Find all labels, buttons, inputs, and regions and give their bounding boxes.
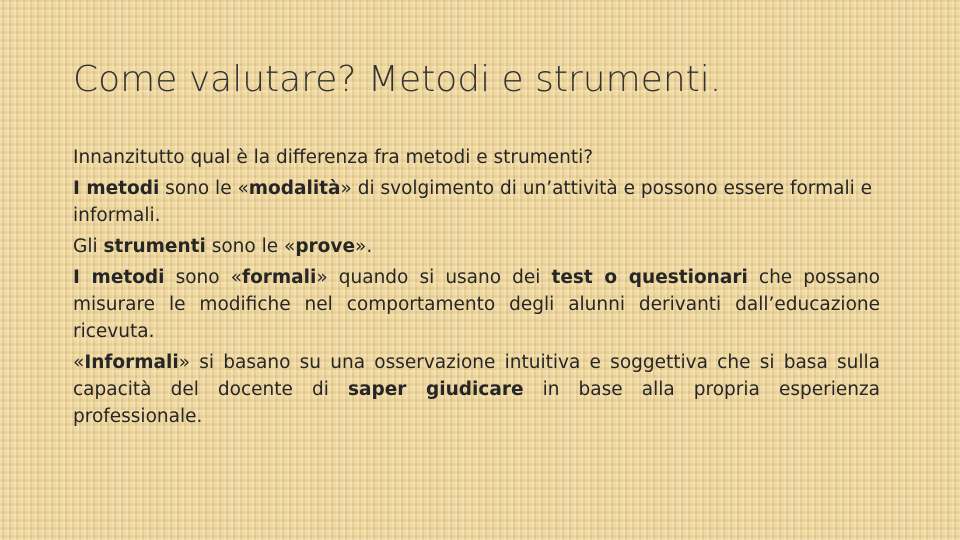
paragraph-strumenti-definition [73, 233, 880, 260]
emphasis-text: saper giudicare [347, 379, 524, 400]
body-text: che possano misurare le modifiche nel comportamento degli alunni derivanti dall’educazione ricevuta. [73, 267, 880, 342]
body-text: sono le « [159, 178, 249, 199]
emphasis-text: test o questionari [551, 267, 748, 288]
body-text: « [73, 352, 85, 373]
paragraph-metodi-definition [73, 175, 880, 229]
body-text: » quando si usano dei [316, 267, 552, 288]
emphasis-text: prove [295, 236, 355, 257]
body-text: in base alla propria esperienza professionale. [73, 379, 880, 427]
body-text: sono « [164, 267, 243, 288]
body-text: Gli [73, 236, 104, 257]
slide-body [73, 144, 880, 434]
paragraph-formali-definition [73, 264, 880, 345]
body-text: ». [355, 236, 373, 257]
body-text: Innanzitutto qual è la differenza fra metodi e strumenti? [73, 147, 594, 168]
emphasis-text: I metodi [73, 178, 160, 199]
paragraph-question [73, 144, 880, 171]
emphasis-text: modalità [248, 178, 341, 199]
body-text: » di svolgimento di un’attività e possono essere formali e informali. [73, 178, 872, 226]
body-text: » si basano su una osservazione intuitiva e soggettiva che si basa sulla capacità del docente di [73, 352, 880, 400]
emphasis-text: strumenti [103, 236, 206, 257]
slide-title: Come valutare? Metodi e strumenti. [73, 59, 722, 100]
body-text: sono le « [205, 236, 296, 257]
emphasis-text: I metodi [73, 267, 165, 288]
paragraph-informali-definition [73, 349, 880, 430]
emphasis-text: Informali [84, 352, 179, 373]
emphasis-text: formali [242, 267, 317, 288]
